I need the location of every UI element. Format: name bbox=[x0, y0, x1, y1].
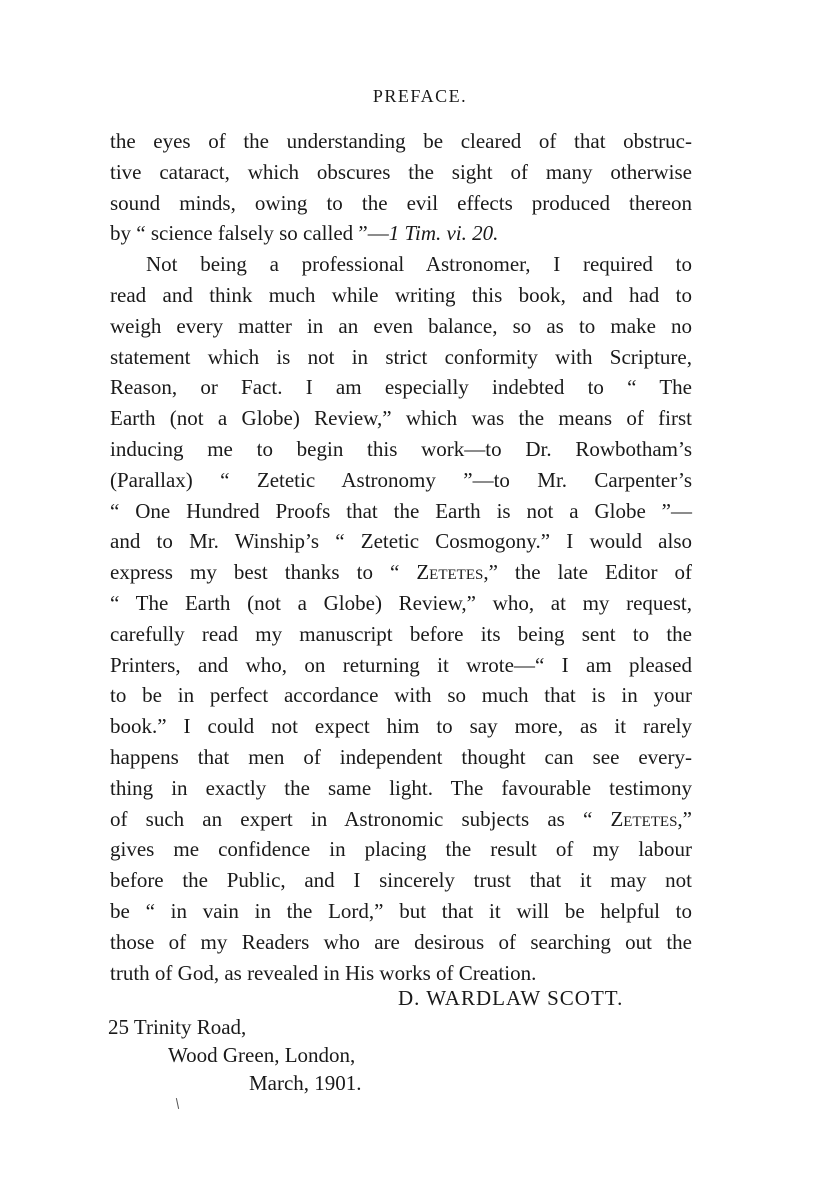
text-line: carefully read my manuscript before its being sent to the bbox=[110, 621, 692, 646]
preface-body bbox=[110, 126, 692, 988]
text-line: inducing me to begin this work—to Dr. Rowbotham’s bbox=[110, 436, 692, 461]
text-line: before the Public, and I sincerely trust that it may not bbox=[110, 868, 692, 893]
text-line bbox=[110, 218, 692, 249]
text-line: book.” I could not expect him to say more, as it rarely bbox=[110, 714, 692, 739]
running-title: PREFACE. bbox=[372, 86, 468, 106]
author-signature: D. WARDLAW SCOTT. bbox=[398, 986, 624, 1010]
text-line: be “ in vain in the Lord,” but that it will be helpful to bbox=[110, 898, 692, 923]
zetetes-name: Zetetes, bbox=[416, 560, 489, 585]
text-line: “ One Hundred Proofs that the Earth is not a Globe ”— bbox=[110, 498, 692, 523]
text-line bbox=[110, 804, 692, 835]
text-line-start: express my best thanks to “ bbox=[110, 560, 417, 585]
text-line-start: by “ science falsely so called ”— bbox=[110, 221, 389, 246]
text-line-start: of such an expert in Astronomic subjects as “ bbox=[110, 806, 611, 831]
text-line-end: ” bbox=[682, 806, 692, 831]
text-line: Printers, and who, on returning it wrote—“ I am pleased bbox=[110, 652, 692, 677]
text-line: weigh every matter in an even balance, so as to make no bbox=[110, 313, 692, 338]
paragraph-first-line: Not being a professional Astronomer, I required to bbox=[146, 252, 692, 277]
text-line: Reason, or Fact. I am especially indebted to “ The bbox=[110, 375, 692, 400]
text-line: those of my Readers who are desirous of searching out the bbox=[110, 929, 692, 954]
scripture-reference: 1 Tim. vi. 20. bbox=[388, 221, 499, 246]
text-line: “ The Earth (not a Globe) Review,” who, at my request, bbox=[110, 590, 692, 615]
text-line: (Parallax) “ Zetetic Astronomy ”—to Mr. Carpenter’s bbox=[110, 467, 692, 492]
ink-speck bbox=[176, 1098, 179, 1109]
text-line: to be in perfect accordance with so much that is in your bbox=[110, 683, 692, 708]
text-line-end: ” the late Editor of bbox=[488, 560, 692, 585]
address-street: 25 Trinity Road, bbox=[108, 1015, 247, 1039]
text-line: the eyes of the understanding be cleared of that obstruc- bbox=[110, 129, 692, 153]
address-city: Wood Green, London, bbox=[168, 1043, 356, 1067]
text-line bbox=[110, 557, 692, 588]
text-line: thing in exactly the same light. The favourable testimony bbox=[110, 775, 692, 800]
text-line: read and think much while writing this book, and had to bbox=[110, 282, 692, 307]
text-line: happens that men of independent thought can see every- bbox=[110, 744, 692, 769]
text-line: sound minds, owing to the evil effects produced thereon bbox=[110, 190, 692, 215]
text-line: gives me confidence in placing the result of my labour bbox=[110, 837, 692, 862]
text-line: Earth (not a Globe) Review,” which was the means of first bbox=[110, 406, 692, 431]
text-line: truth of God, as revealed in His works of Creation. bbox=[110, 960, 537, 985]
zetetes-name: Zetetes, bbox=[610, 806, 683, 831]
date-line: March, 1901. bbox=[249, 1071, 362, 1095]
text-line: statement which is not in strict conformity with Scripture, bbox=[110, 344, 692, 369]
text-line: tive cataract, which obscures the sight of many otherwise bbox=[110, 159, 692, 184]
text-line: and to Mr. Winship’s “ Zetetic Cosmogony.” I would also bbox=[110, 529, 692, 554]
